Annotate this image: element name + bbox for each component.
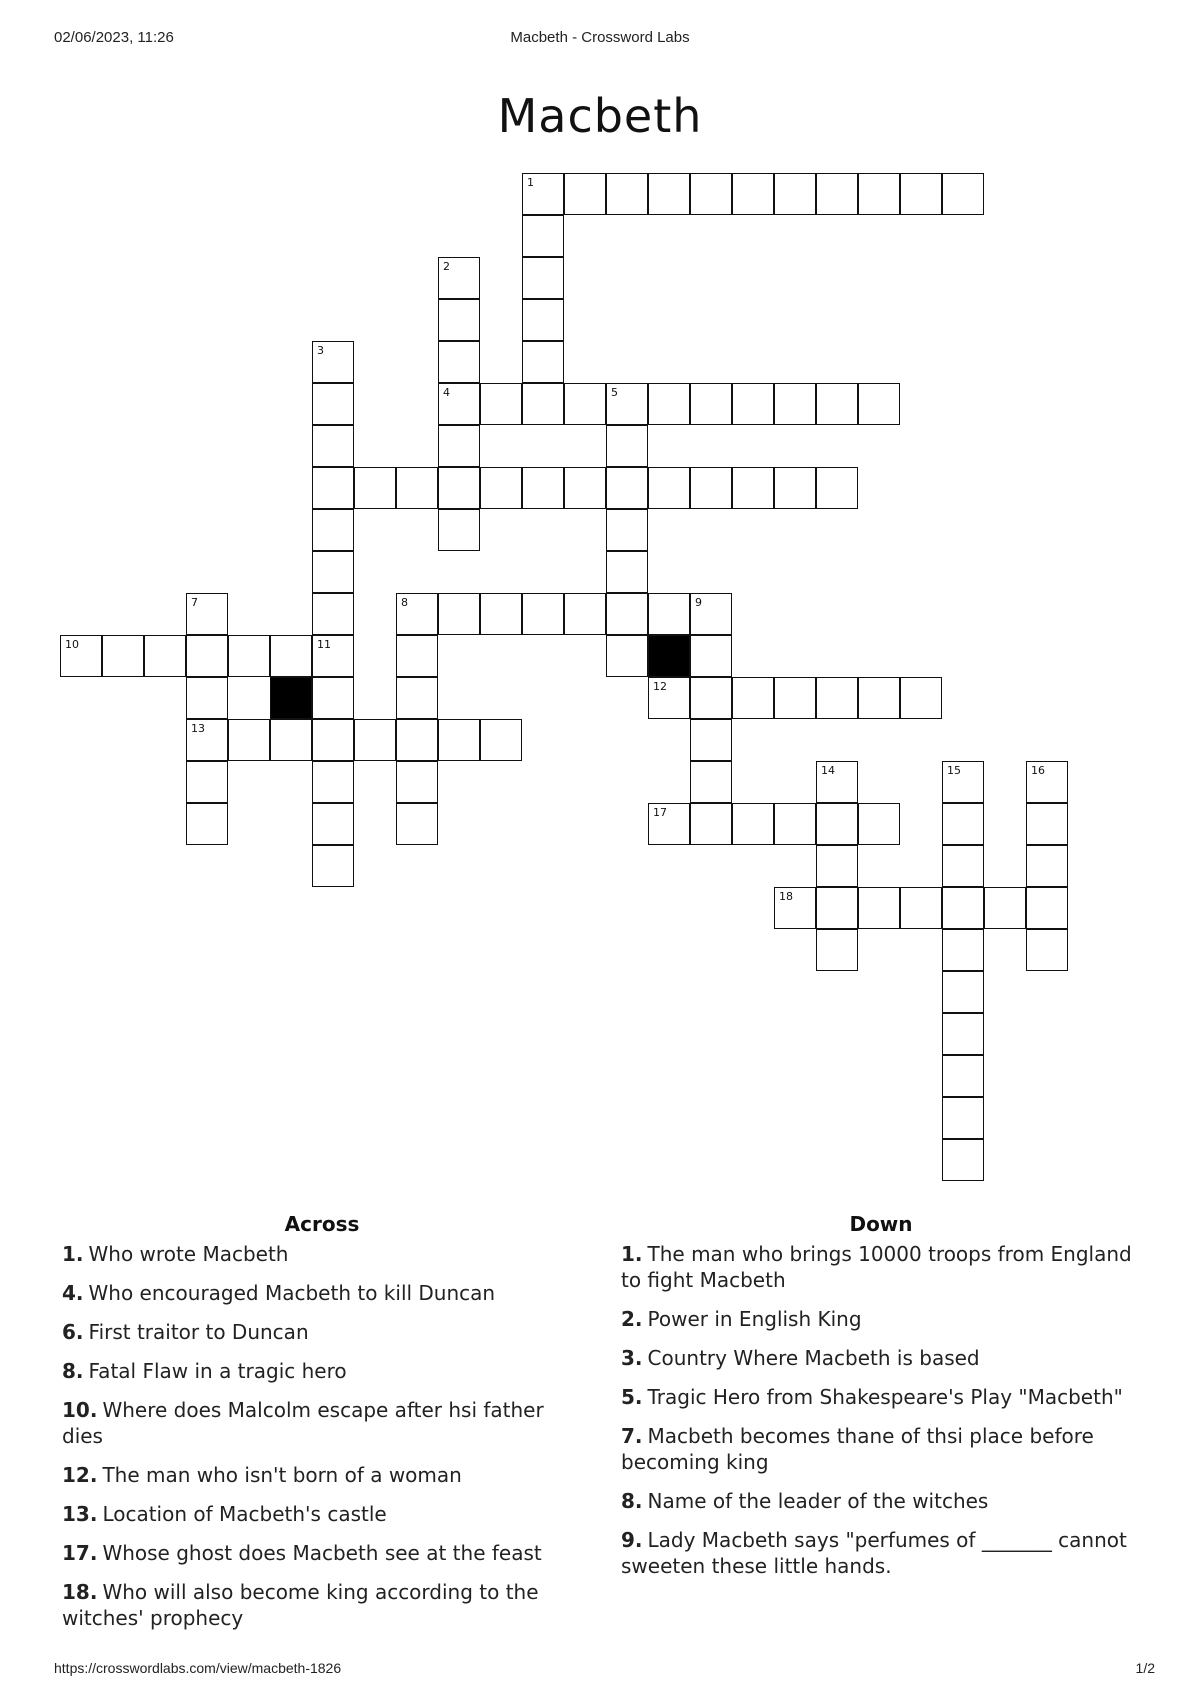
across-clue [62,1540,582,1566]
grid-cell[interactable] [858,383,900,425]
grid-cell[interactable] [816,677,858,719]
grid-cell[interactable] [942,1139,984,1181]
grid-cell[interactable] [816,803,858,845]
across-clue [62,1280,582,1306]
grid-cell[interactable] [1026,803,1068,845]
grid-cell[interactable] [1026,887,1068,929]
clue-text: Where does Malcolm escape after hsi father dies [62,1398,544,1448]
grid-cell[interactable] [1026,845,1068,887]
print-url: https://crosswordlabs.com/view/macbeth-1826 [54,1660,342,1676]
clue-number: 8. [62,1359,84,1383]
clue-number: 13 [191,722,205,735]
grid-cell[interactable] [816,845,858,887]
grid-cell[interactable] [270,719,312,761]
grid-cell[interactable] [816,173,858,215]
grid-cell[interactable] [900,677,942,719]
grid-cell[interactable] [690,593,732,635]
grid-cell[interactable] [942,845,984,887]
grid-cell[interactable] [396,593,438,635]
across-clue [62,1501,582,1527]
clue-text: Lady Macbeth says "perfumes of _______ cannot sweeten these little hands. [621,1528,1127,1578]
grid-cell[interactable] [774,803,816,845]
grid-cell[interactable] [438,719,480,761]
clue-number: 9. [621,1528,643,1552]
grid-cell[interactable] [270,635,312,677]
grid-cell[interactable] [396,677,438,719]
grid-cell[interactable] [438,383,480,425]
clue-number: 9 [695,596,702,609]
grid-cell[interactable] [690,719,732,761]
grid-cell[interactable] [312,551,354,593]
grid-cell[interactable] [438,341,480,383]
across-clue [62,1462,582,1488]
across-clue [62,1241,582,1267]
grid-cell[interactable] [690,761,732,803]
grid-cell[interactable] [606,635,648,677]
down-clue [621,1241,1141,1293]
grid-cell[interactable] [312,383,354,425]
down-clues [621,1212,1141,1592]
grid-cell[interactable] [858,173,900,215]
grid-cell[interactable] [690,677,732,719]
grid-cell[interactable] [186,635,228,677]
down-clue [621,1384,1141,1410]
grid-cell[interactable] [858,677,900,719]
clue-number: 10 [65,638,79,651]
clue-text: Who wrote Macbeth [88,1242,289,1266]
clue-number: 6. [62,1320,84,1344]
grid-cell[interactable] [438,593,480,635]
clue-text: The man who isn't born of a woman [102,1463,462,1487]
clue-text: Country Where Macbeth is based [647,1346,980,1370]
clue-text: Macbeth becomes thane of thsi place before becoming king [621,1424,1094,1474]
clue-number: 7. [621,1424,643,1448]
clue-number: 3 [317,344,324,357]
grid-cell[interactable] [690,467,732,509]
clue-text: Fatal Flaw in a tragic hero [88,1359,347,1383]
grid-cell[interactable] [522,257,564,299]
grid-cell[interactable] [396,467,438,509]
grid-cell[interactable] [648,593,690,635]
grid-cell[interactable] [774,887,816,929]
clue-number: 8 [401,596,408,609]
grid-cell[interactable] [522,299,564,341]
clue-number: 5. [621,1385,643,1409]
grid-cell[interactable] [690,173,732,215]
clue-number: 10. [62,1398,98,1422]
clue-text: First traitor to Duncan [88,1320,309,1344]
clue-number: 17 [653,806,667,819]
grid-cell[interactable] [564,467,606,509]
grid-cell[interactable] [480,467,522,509]
grid-cell[interactable] [312,635,354,677]
black-square [648,635,690,677]
grid-cell[interactable] [564,593,606,635]
grid-cell[interactable] [942,971,984,1013]
puzzle-title: Macbeth [497,88,703,143]
across-clue [62,1358,582,1384]
clue-number: 5 [611,386,618,399]
grid-cell[interactable] [480,593,522,635]
grid-cell[interactable] [732,467,774,509]
grid-cell[interactable] [648,803,690,845]
print-page-title: Macbeth - Crossword Labs [510,29,690,46]
clue-number: 17. [62,1541,98,1565]
grid-cell[interactable] [396,719,438,761]
clue-text: Name of the leader of the witches [647,1489,989,1513]
clue-number: 2 [443,260,450,273]
grid-cell[interactable] [480,383,522,425]
grid-cell[interactable] [522,593,564,635]
clue-number: 4. [62,1281,84,1305]
grid-cell[interactable] [396,803,438,845]
grid-cell[interactable] [186,803,228,845]
grid-cell[interactable] [648,677,690,719]
grid-cell[interactable] [816,761,858,803]
grid-cell[interactable] [564,173,606,215]
down-clue [621,1527,1141,1579]
grid-cell[interactable] [144,635,186,677]
across-clue [62,1579,582,1631]
clue-number: 12 [653,680,667,693]
across-heading: Across [284,1212,360,1236]
grid-cell[interactable] [186,677,228,719]
grid-cell[interactable] [606,593,648,635]
across-clue-list [62,1241,582,1631]
clue-text: Power in English King [647,1307,862,1331]
grid-cell[interactable] [690,803,732,845]
grid-cell[interactable] [816,467,858,509]
clue-number: 2. [621,1307,643,1331]
grid-cell[interactable] [732,173,774,215]
grid-cell[interactable] [438,299,480,341]
grid-cell[interactable] [228,635,270,677]
grid-cell[interactable] [942,1097,984,1139]
grid-cell[interactable] [648,467,690,509]
clue-number: 18 [779,890,793,903]
grid-cell[interactable] [438,509,480,551]
grid-cell[interactable] [312,677,354,719]
clue-number: 1. [621,1242,643,1266]
grid-cell[interactable] [732,677,774,719]
clue-number: 3. [621,1346,643,1370]
grid-cell[interactable] [396,635,438,677]
clue-number: 13. [62,1502,98,1526]
clue-number: 4 [443,386,450,399]
grid-cell[interactable] [774,677,816,719]
grid-cell[interactable] [606,425,648,467]
grid-cell[interactable] [858,887,900,929]
grid-cell[interactable] [396,761,438,803]
grid-cell[interactable] [606,509,648,551]
grid-cell[interactable] [312,719,354,761]
grid-cell[interactable] [1026,761,1068,803]
grid-cell[interactable] [942,761,984,803]
grid-cell[interactable] [312,761,354,803]
grid-cell[interactable] [774,467,816,509]
clue-text: Tragic Hero from Shakespeare's Play "Macbeth" [647,1385,1123,1409]
grid-cell[interactable] [816,887,858,929]
grid-cell[interactable] [522,467,564,509]
grid-cell[interactable] [102,635,144,677]
grid-cell[interactable] [354,719,396,761]
grid-cell[interactable] [60,635,102,677]
grid-cell[interactable] [942,173,984,215]
grid-cell[interactable] [690,635,732,677]
clue-number: 12. [62,1463,98,1487]
grid-cell[interactable] [942,887,984,929]
grid-cell[interactable] [942,1055,984,1097]
grid-cell[interactable] [648,173,690,215]
grid-cell[interactable] [606,383,648,425]
grid-cell[interactable] [312,425,354,467]
grid-cell[interactable] [312,341,354,383]
grid-cell[interactable] [606,467,648,509]
clue-text: Location of Macbeth's castle [102,1502,387,1526]
grid-cell[interactable] [606,551,648,593]
clue-text: Whose ghost does Macbeth see at the feast [102,1541,542,1565]
grid-cell[interactable] [732,383,774,425]
grid-cell[interactable] [438,467,480,509]
grid-cell[interactable] [690,383,732,425]
grid-cell[interactable] [438,425,480,467]
clue-number: 11 [317,638,331,651]
grid-cell[interactable] [522,215,564,257]
clue-number: 15 [947,764,961,777]
grid-cell[interactable] [942,929,984,971]
clue-number: 8. [621,1489,643,1513]
across-clues [62,1212,582,1644]
down-clue-list [621,1241,1141,1579]
clue-number: 18. [62,1580,98,1604]
grid-cell[interactable] [522,173,564,215]
grid-cell[interactable] [228,719,270,761]
print-datetime: 02/06/2023, 11:26 [54,29,174,46]
grid-cell[interactable] [312,509,354,551]
clue-text: Who encouraged Macbeth to kill Duncan [88,1281,496,1305]
grid-cell[interactable] [312,467,354,509]
grid-cell[interactable] [522,383,564,425]
clue-number: 1. [62,1242,84,1266]
grid-cell[interactable] [312,593,354,635]
grid-cell[interactable] [186,593,228,635]
grid-cell[interactable] [312,845,354,887]
grid-cell[interactable] [774,383,816,425]
grid-cell[interactable] [774,173,816,215]
across-clue [62,1397,582,1449]
clue-text: Who will also become king according to the witches' prophecy [62,1580,539,1630]
grid-cell[interactable] [816,929,858,971]
down-clue [621,1306,1141,1332]
clue-number: 1 [527,176,534,189]
grid-cell[interactable] [816,383,858,425]
clue-text: The man who brings 10000 troops from England to fight Macbeth [621,1242,1132,1292]
grid-cell[interactable] [312,803,354,845]
grid-cell[interactable] [648,383,690,425]
across-clue [62,1319,582,1345]
clue-number: 14 [821,764,835,777]
grid-cell[interactable] [606,173,648,215]
grid-cell[interactable] [186,761,228,803]
down-clue [621,1423,1141,1475]
grid-cell[interactable] [900,887,942,929]
grid-cell[interactable] [564,383,606,425]
print-page-number: 1/2 [1135,1660,1155,1676]
grid-cell[interactable] [942,803,984,845]
clue-number: 16 [1031,764,1045,777]
grid-cell[interactable] [900,173,942,215]
grid-cell[interactable] [438,257,480,299]
grid-cell[interactable] [1026,929,1068,971]
grid-cell[interactable] [354,467,396,509]
grid-cell[interactable] [858,803,900,845]
black-square [270,677,312,719]
grid-cell[interactable] [732,803,774,845]
down-clue [621,1345,1141,1371]
grid-cell[interactable] [186,719,228,761]
down-clue [621,1488,1141,1514]
clue-number: 7 [191,596,198,609]
grid-cell[interactable] [942,1013,984,1055]
grid-cell[interactable] [522,341,564,383]
down-heading: Down [849,1212,913,1236]
grid-cell[interactable] [984,887,1026,929]
grid-cell[interactable] [480,719,522,761]
